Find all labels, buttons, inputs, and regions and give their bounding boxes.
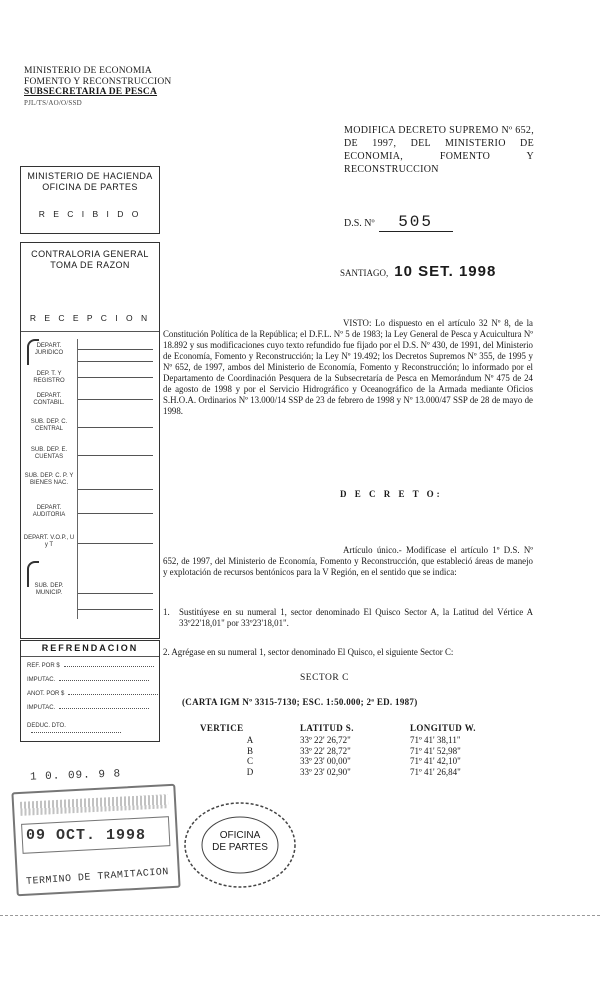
table-cell: 71º 41' 52,98"	[410, 745, 461, 756]
santiago-label: SANTIAGO,	[340, 268, 389, 278]
table-cell: 71º 41' 26,84"	[410, 766, 461, 777]
list-item-number: 2.	[163, 647, 170, 657]
refrendacion-title: REFRENDACION	[41, 643, 139, 653]
table-row	[200, 746, 500, 757]
table-row	[200, 767, 500, 778]
contraloria-title2: TOMA DE RAZON	[50, 260, 130, 270]
bracket-mark	[27, 339, 39, 365]
divider	[77, 455, 153, 456]
seal-text	[180, 830, 300, 854]
santiago-date-line	[340, 263, 496, 280]
seal-line2: DE PARTES	[212, 842, 268, 853]
column-header: LONGITUD W.	[410, 723, 476, 733]
table-cell: 71º 41' 38,11"	[410, 735, 461, 745]
contraloria-row-label: DEPART. AUDITORIA	[32, 505, 66, 518]
list-item	[163, 607, 533, 629]
list-item	[163, 647, 533, 658]
refrendacion-row	[27, 691, 158, 697]
divider	[77, 593, 153, 594]
table-cell: C	[246, 756, 253, 766]
refrendacion-row-label: DEDUC. DTO.	[27, 723, 66, 729]
column-header: LATITUD S.	[300, 723, 354, 733]
divider	[77, 339, 78, 619]
table-cell: B	[246, 745, 253, 756]
divider	[77, 349, 153, 350]
articulo-paragraph: Artículo único.- Modifícase el artículo 1º D.S. Nº 652, de 1997, del Ministerio de Economía, Fomento y Reconstrucción, que estableció áreas de manejo y explotación de recursos bentónicos para la V Región, en el sentido que se indica:	[163, 545, 533, 577]
hacienda-title1: MINISTERIO DE HACIENDA	[27, 171, 153, 181]
contraloria-row-label: SUB. DEP. C. CENTRAL	[30, 419, 68, 432]
reception-stamp-bottom: TERMINO DE TRAMITACION	[25, 867, 170, 888]
divider	[21, 331, 159, 332]
visto-paragraph: VISTO: Lo dispuesto en el artículo 32 Nº 8, de la Constitución Política de la República; el D.F.L. Nº 5 de 1983; la Ley General de Pesca y Acuicultura Nº 18.892 y sus modificaciones cuyo texto refundido fue fijado por el D.S. Nº 430, de 1991, del Ministerio de Economía, Fomento y Reconstrucción; la Ley Nº 19.492; los Decretos Supremos Nº 355, de 1995 y Nº 652, de 1997, ambos del Ministerio de Economía, Fomento y Reconstrucción; lo informado por el Departamento de Coordinación Pesquera de la Subsecretaría de Pesca en Memorándum Nº 475 de 24 de agosto de 1998 y por el Servicio Hidrográfico y Oceanográfico de la Armada mediante Oficios S.H.O.A. Ordinarios Nº 13.000/14 SSP de 23 de febrero de 1998 y Nº 13.000/47 SSP de 28 de mayo de 1998.	[163, 318, 533, 416]
contraloria-stamp-box	[20, 242, 160, 639]
divider	[21, 656, 159, 657]
divider	[77, 489, 153, 490]
oficina-de-partes-seal	[180, 800, 300, 890]
refrendacion-row	[27, 677, 149, 683]
column-header: VERTICE	[200, 723, 244, 733]
table-cell: 33º 22' 28,72"	[300, 745, 351, 756]
table-cell: 71º 41' 42,10"	[410, 756, 461, 766]
table-header-row	[200, 723, 500, 735]
page-divider	[0, 915, 600, 916]
divider	[77, 377, 153, 378]
divider	[77, 399, 153, 400]
seal-line1: OFICINA	[219, 830, 261, 841]
stamp-texture	[20, 794, 169, 816]
ds-label: D.S. Nº	[344, 218, 375, 229]
refrendacion-row	[27, 723, 159, 735]
refrendacion-row-label: IMPUTAC.	[27, 705, 56, 711]
contraloria-row-label: SUB. DEP. MUNICIP.	[34, 583, 64, 596]
table-row	[200, 735, 500, 746]
contraloria-row-label: DEPART. JURIDICO	[34, 343, 64, 356]
divider	[77, 609, 153, 610]
header-line3: SUBSECRETARIA DE PESCA	[24, 87, 158, 97]
reception-stamp-date: 09 OCT. 1998	[26, 827, 147, 844]
table-cell: A	[246, 735, 254, 745]
table-cell: D	[246, 766, 254, 777]
divider	[77, 427, 153, 428]
contraloria-row-label: DEPART. V.O.P., U y T	[23, 535, 75, 548]
refrendacion-row	[27, 663, 154, 669]
header-line4: PJL/TS/AO/O/SSD	[24, 98, 82, 107]
list-item-number: 1.	[163, 607, 170, 617]
decreto-heading: D E C R E T O:	[340, 489, 443, 499]
sector-title: SECTOR C	[300, 673, 349, 683]
refrendacion-row-label: ANOT. POR $	[27, 691, 65, 697]
table-row	[200, 756, 500, 767]
contraloria-row-label: DEPART. CONTABIL.	[33, 393, 65, 406]
contraloria-recepcion: R E C E P C I O N	[29, 313, 151, 323]
list-item-text: Sustitúyese en su numeral 1, sector denominado El Quisco Sector A, la Latitud del Vértice A 33º22'18,01" por 33º23'18,01".	[179, 607, 533, 628]
divider	[77, 361, 153, 362]
ds-number-line	[344, 213, 453, 232]
hacienda-stamp-box	[20, 166, 160, 234]
refrendacion-row-label: REF. POR $	[27, 663, 60, 669]
hacienda-recibido: R E C I B I D O	[38, 209, 142, 219]
santiago-date: 10 SET. 1998	[394, 263, 497, 280]
refrendacion-stamp-box	[20, 640, 160, 742]
bracket-mark	[27, 561, 39, 587]
divider	[77, 543, 153, 544]
contraloria-row-label: DEP. T. Y REGISTRO	[33, 371, 65, 384]
list-item-text: Agrégase en su numeral 1, sector denominado El Quisco, el siguiente Sector C:	[171, 647, 454, 657]
ministry-header	[24, 66, 172, 108]
ds-number: 505	[379, 213, 453, 232]
hacienda-title2: OFICINA DE PARTES	[42, 182, 138, 192]
vertex-coordinates-table	[200, 723, 500, 777]
contraloria-row-label: SUB. DEP. E. CUENTAS	[30, 447, 68, 460]
reception-stamp-top: 1 0. 09. 9 8	[29, 768, 122, 784]
decree-subject: MODIFICA DECRETO SUPREMO Nº 652, DE 1997, DEL MINISTERIO DE ECONOMIA, FOMENTO Y RECONSTRUCCION	[344, 125, 534, 175]
table-cell: 33º 23' 00,00"	[300, 756, 351, 766]
table-cell: 33º 23' 02,90"	[300, 766, 351, 777]
refrendacion-row-label: IMPUTAC.	[27, 677, 56, 683]
header-line2: FOMENTO Y RECONSTRUCCION	[24, 76, 172, 87]
header-line1: MINISTERIO DE ECONOMIA	[24, 66, 152, 76]
contraloria-title1: CONTRALORIA GENERAL	[31, 249, 149, 259]
divider	[77, 513, 153, 514]
refrendacion-row	[27, 705, 149, 711]
table-cell: 33º 22' 26,72"	[300, 735, 351, 745]
carta-reference: (CARTA IGM Nº 3315-7130; ESC. 1:50.000; 2ª ED. 1987)	[182, 697, 418, 707]
contraloria-row-label: SUB. DEP. C. P. Y BIENES NAC.	[24, 473, 74, 486]
